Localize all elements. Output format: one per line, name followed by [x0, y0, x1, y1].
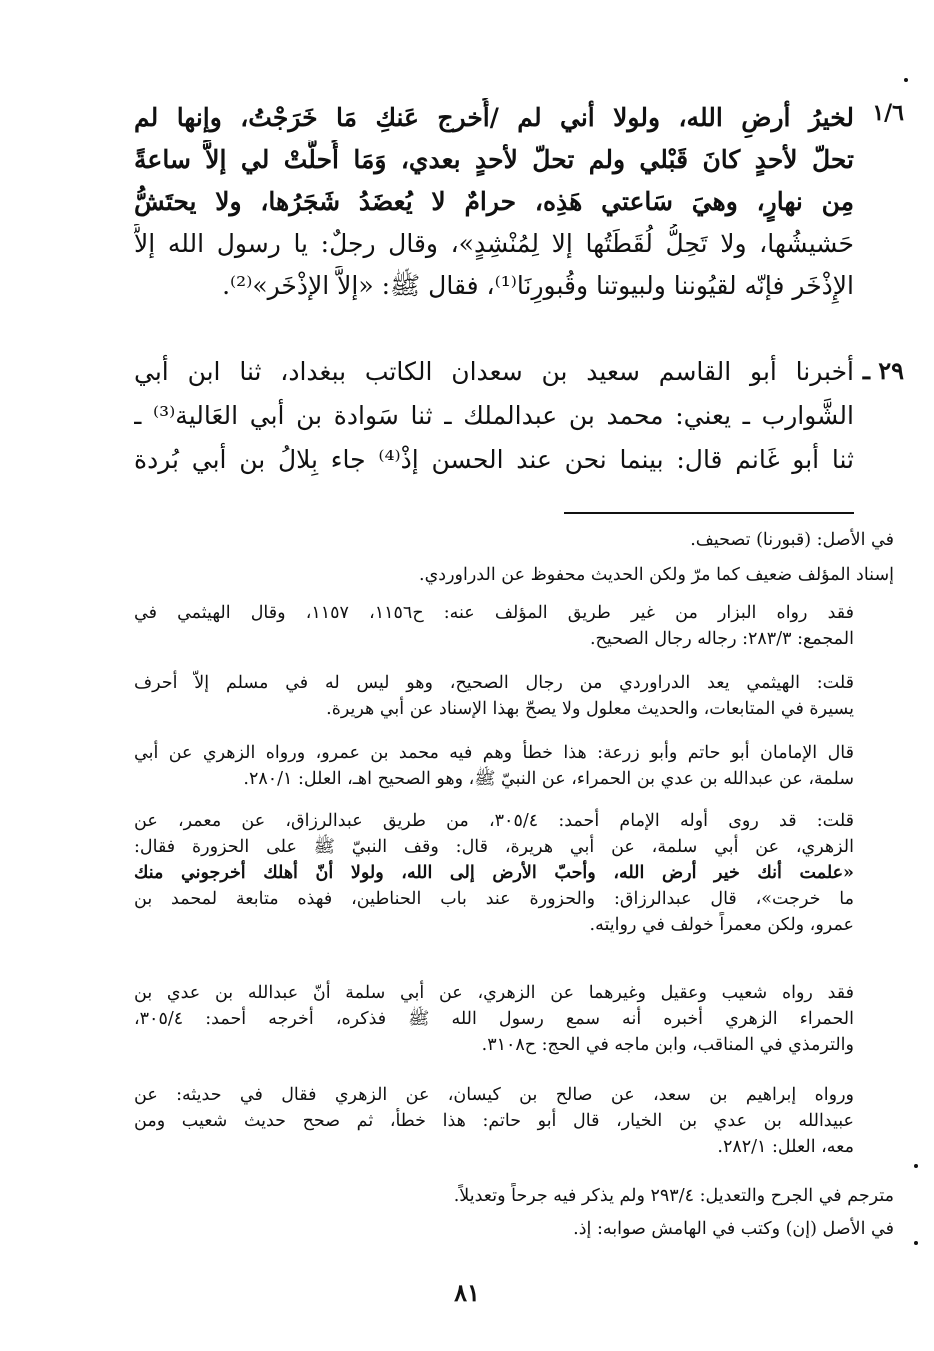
- footnote-line: ما خرجت»، قال عبدالرزاق: والحزورة عند باب الحناطين، فهذه متابعة لمحمد بن: [134, 889, 854, 909]
- hadith-text-line: الشَّوارب ـ يعني: محمد بن عبدالملك ـ ثنا سَوادة بن أبي العَالية⁽³⁾ ـ: [134, 401, 854, 430]
- margin-reference: ١/٦: [872, 100, 904, 126]
- scan-speck: [904, 78, 908, 82]
- main-text-line: الإِذْخَر فإنّه لقيُوننا ولبيوتنا وقُبورِنَا⁽¹⁾، فقال ﷺ: «إلاَّ الإذْخَر»⁽²⁾.: [222, 271, 854, 300]
- footnote-line: قلت: قد روى أوله الإمام أحمد: ٣٠٥/٤، من طريق عبدالرزاق، عن معمر، عن: [134, 811, 854, 831]
- footnote-line: سلمة، عن عبدالله بن عدي بن الحمراء، عن النبيّ ﷺ، وهو الصحيح اهـ، العلل: ٢٨٠/١.: [243, 769, 854, 789]
- footnote-line: فقد رواه شعيب وعقيل وغيرهما عن الزهري، عن أبي سلمة أنّ عبدالله بن عدي بن: [134, 983, 854, 1003]
- footnote-line: المجمع: ٢٨٣/٣: رجاله رجال الصحيح.: [589, 629, 854, 649]
- footnote-paragraph: [134, 808, 854, 938]
- footnote-paragraph: [134, 670, 854, 722]
- footnote-text: إسناد المؤلف ضعيف كما مرّ ولكن الحديث محفوظ عن الدراوردي.: [419, 565, 894, 585]
- hadith-text-line: ثنا أبو غَانم قال: بينما نحن عند الحسن إذْ⁽⁴⁾ جاء بِلالُ بن أبي بُردة: [134, 445, 854, 474]
- footnote-paragraph: [134, 600, 854, 652]
- footnote-line: والترمذي في المناقب، وابن ماجه في الحج: ح٣١٠٨.: [481, 1035, 854, 1055]
- page-number: ٨١: [454, 1278, 480, 1307]
- footnote-line: معه، العلل: ٢٨٢/١.: [717, 1137, 854, 1157]
- footnote-line: ورواه إبراهيم بن سعد، عن صالح بن كيسان، عن الزهري فقال في حديثه: عن: [134, 1085, 854, 1105]
- footnote-line: يسيرة في المتابعات، والحديث معلول ولا يصحّ بهذا الإسناد عن أبي هريرة.: [326, 699, 854, 719]
- main-text-line: لخيرُ أرضِ الله، ولولا أني لم /أُخرج عَنكِ مَا خَرَجْتُ، وإنها لم: [134, 103, 854, 132]
- hadith-text-line: أخبرنا أبو القاسم سعيد بن سعدان الكاتب ببغداد، ثنا ابن أبي: [134, 357, 854, 386]
- footnote-line: الحمراء الزهري أخبره أنه سمع رسول الله ﷺ فذكره، أخرجه أحمد: ٣٠٥/٤،: [134, 1009, 854, 1029]
- footnote-quote-line: «علمت أنك خير أرض الله، وأحبّ الأرض إلى الله، ولولا أنّ أهلك أخرجوني منك: [134, 863, 854, 883]
- footnote-line: عمرو، ولكن معمراً خولف في روايته.: [589, 915, 854, 935]
- footnote-paragraph: [134, 980, 854, 1058]
- footnote-text: مترجم في الجرح والتعديل: ٢٩٣/٤ ولم يذكر فيه جرحاً وتعديلاً.: [453, 1186, 894, 1206]
- footnote-line: قال الإمامان أبو حاتم وأبو زرعة: هذا خطأ وهم فيه محمد بن عمرو، ورواه الزهري عن أبي: [134, 743, 854, 763]
- footnote-text: في الأصل (إن) وكتب في الهامش صوابه: إذ.: [573, 1219, 894, 1239]
- main-text-line: مِن نهارٍ، وهيَ سَاعتي هَذِه، حرامٌ لا يُعضَدُ شَجَرُها، ولا يحتَشُّ: [134, 187, 854, 216]
- footnote-paragraph: [134, 740, 854, 792]
- main-text-line: تحلّ لأحدٍ كانَ قَبْلي ولم تحلّ لأحدٍ بعدي، وَمَا أُحلَّتْ لي إلاَّ ساعةً: [134, 145, 854, 174]
- main-text-line: حَشيشُها، ولا تَحِلُّ لُقَطَتُها إلا لِمُنْشِدٍ»، وقال رجلٌ: يا رسول الله إلاَّ: [134, 229, 854, 258]
- footnote-paragraph: [134, 1082, 854, 1160]
- scan-speck: [914, 1241, 918, 1245]
- footnote-line: قلت: الهيثمي يعد الدراوردي من رجال الصحيح، وهو ليس له في مسلم إلاَّ أحرف: [134, 673, 854, 693]
- footnote-divider: [564, 512, 854, 514]
- footnote-line: عبيدالله بن عدي بن الخيار، قال أبو حاتم: هذا خطأ، ثم صحح حديث شعيب ومن: [134, 1111, 854, 1131]
- footnote-line: الزهري، عن أبي سلمة، عن أبي هريرة، قال: وقف النبيّ ﷺ على الحزورة فقال:: [134, 837, 854, 857]
- footnote-line: فقد رواه البزار من غير طريق المؤلف عنه: ح١١٥٦، ١١٥٧، وقال الهيثمي في: [134, 603, 854, 623]
- hadith-number: ٢٩ ـ: [862, 356, 904, 385]
- scan-speck: [914, 1164, 918, 1168]
- footnote-text: في الأصل: (قبورنا) تصحيف.: [690, 530, 894, 550]
